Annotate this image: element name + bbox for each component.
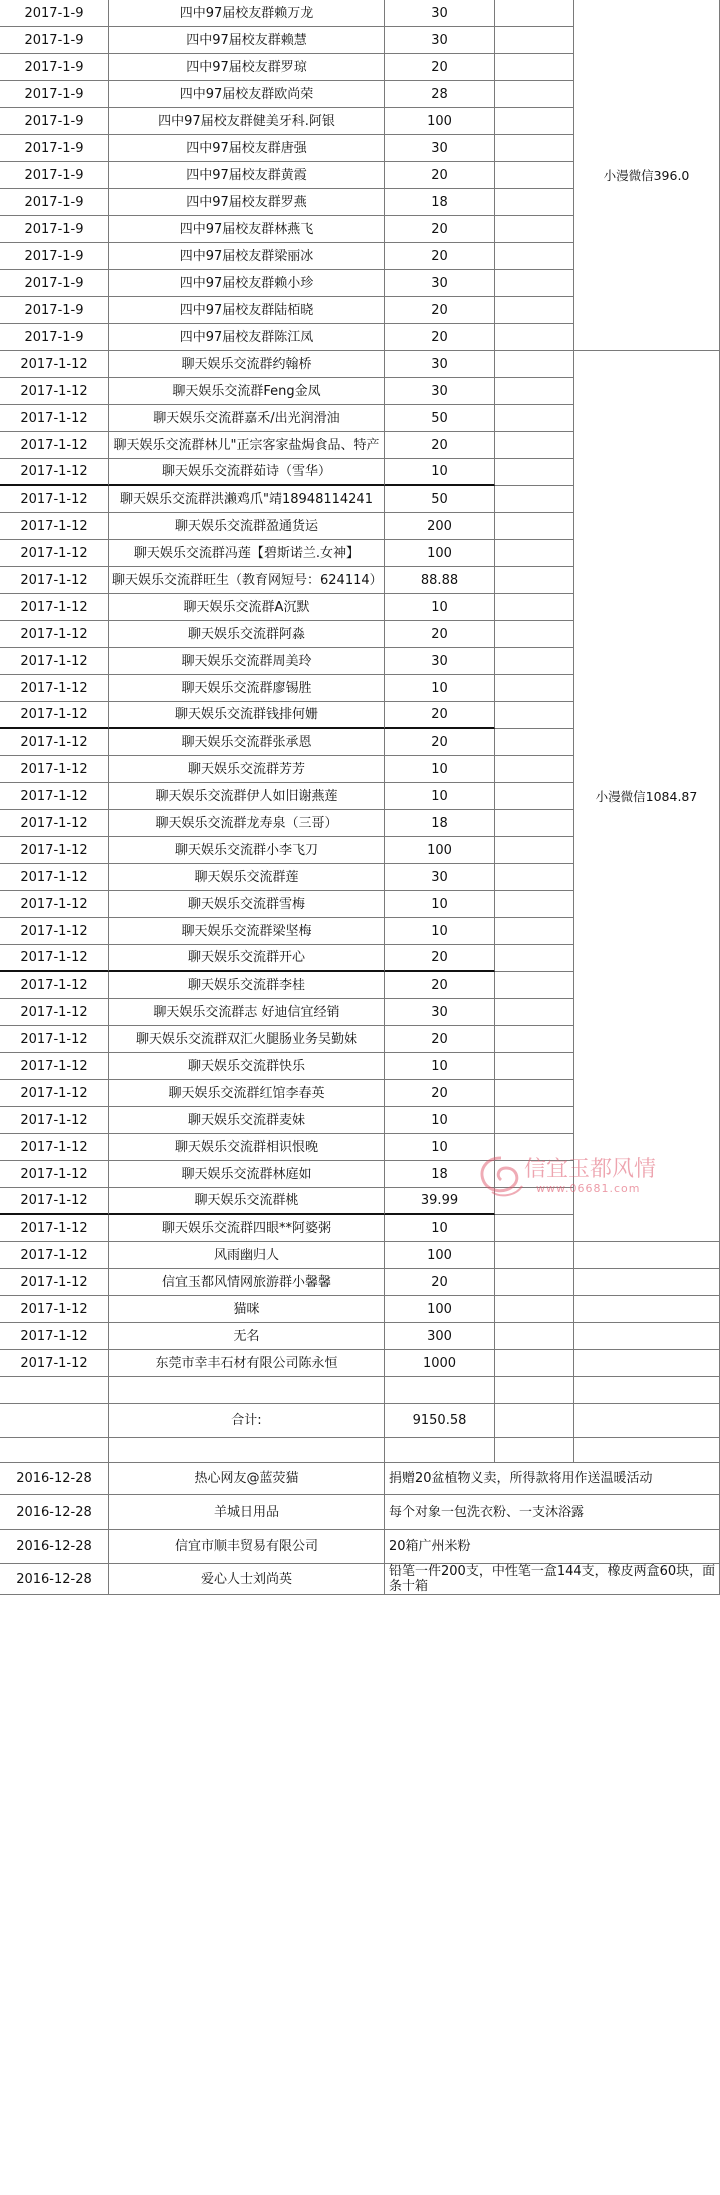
amount-cell: 20 [385,621,495,648]
date-cell: 2017-1-12 [0,648,109,675]
date-cell: 2017-1-12 [0,918,109,945]
blank-cell [495,108,574,135]
amount-cell: 20 [385,702,495,729]
amount-cell: 20 [385,297,495,324]
amount-cell: 20 [385,432,495,459]
total-label: 合计: [109,1404,385,1438]
amount-cell: 10 [385,918,495,945]
donor-cell: 聊天娱乐交流群梁坚梅 [109,918,385,945]
blank-cell [495,540,574,567]
amount-cell: 20 [385,1080,495,1107]
blank-cell [495,1134,574,1161]
donor-cell: 聊天娱乐交流群相识恨晚 [109,1134,385,1161]
donor-cell: 风雨幽归人 [109,1242,385,1269]
group-note-cell: 小漫微信396.0 [574,0,720,351]
blank-cell [495,297,574,324]
blank-cell [495,918,574,945]
date-cell: 2017-1-12 [0,675,109,702]
donor-cell: 聊天娱乐交流群冯莲【碧斯诺兰.女神】 [109,540,385,567]
date-cell: 2017-1-12 [0,1242,109,1269]
blank-cell [495,54,574,81]
donor-cell: 四中97届校友群陆栢晓 [109,297,385,324]
amount-cell: 20 [385,324,495,351]
date-cell: 2017-1-12 [0,783,109,810]
donor-cell: 聊天娱乐交流群志 好迪信宜经销 [109,999,385,1026]
blank-cell [495,432,574,459]
blank-cell [495,1053,574,1080]
goods-description-cell: 每个对象一包洗衣粉、一支沐浴露 [385,1495,720,1530]
date-cell: 2017-1-12 [0,540,109,567]
date-cell: 2017-1-12 [0,810,109,837]
date-cell: 2016-12-28 [0,1463,109,1495]
donor-cell: 聊天娱乐交流群芳芳 [109,756,385,783]
blank-cell [574,1350,720,1377]
date-cell: 2017-1-12 [0,729,109,756]
donor-cell: 四中97届校友群陈江凤 [109,324,385,351]
amount-cell: 30 [385,648,495,675]
donor-cell: 四中97届校友群欧尚荣 [109,81,385,108]
blank-cell [495,972,574,999]
date-cell: 2017-1-12 [0,513,109,540]
blank-cell [495,486,574,513]
blank-cell [385,1377,495,1404]
date-cell: 2017-1-12 [0,891,109,918]
date-cell: 2017-1-12 [0,594,109,621]
date-cell: 2017-1-12 [0,432,109,459]
blank-cell [574,1323,720,1350]
date-cell: 2017-1-9 [0,324,109,351]
donor-cell: 聊天娱乐交流群龙寿泉（三哥） [109,810,385,837]
blank-cell [495,1026,574,1053]
date-cell: 2017-1-9 [0,135,109,162]
blank-cell [495,891,574,918]
blank-cell [495,999,574,1026]
blank-cell [495,1323,574,1350]
date-cell: 2017-1-12 [0,837,109,864]
date-cell: 2017-1-9 [0,216,109,243]
goods-description-cell: 20箱广州米粉 [385,1530,720,1564]
blank-cell [495,189,574,216]
date-cell: 2017-1-12 [0,945,109,972]
date-cell: 2017-1-9 [0,27,109,54]
amount-cell: 1000 [385,1350,495,1377]
blank-cell [495,1377,574,1404]
amount-cell: 100 [385,1296,495,1323]
donor-cell: 爱心人士刘尚英 [109,1564,385,1595]
donor-cell: 四中97届校友群赖小珍 [109,270,385,297]
watermark-url: www.06681.com [536,1182,641,1195]
amount-cell: 18 [385,189,495,216]
date-cell: 2017-1-12 [0,1269,109,1296]
amount-cell: 20 [385,216,495,243]
donor-cell: 羊城日用品 [109,1495,385,1530]
amount-cell: 10 [385,675,495,702]
blank-cell [495,1269,574,1296]
blank-cell [574,1242,720,1269]
blank-cell [109,1377,385,1404]
date-cell: 2017-1-12 [0,702,109,729]
donor-cell: 聊天娱乐交流群A沉默 [109,594,385,621]
blank-cell [495,513,574,540]
date-cell: 2017-1-9 [0,243,109,270]
donor-cell: 聊天娱乐交流群桃 [109,1188,385,1215]
donor-cell: 聊天娱乐交流群嘉禾/出光润滑油 [109,405,385,432]
blank-cell [495,81,574,108]
amount-cell: 30 [385,0,495,27]
amount-cell: 200 [385,513,495,540]
blank-cell [495,162,574,189]
donor-cell: 聊天娱乐交流群盈通货运 [109,513,385,540]
donor-cell: 聊天娱乐交流群阿淼 [109,621,385,648]
date-cell: 2017-1-12 [0,1080,109,1107]
blank-cell [495,1438,574,1463]
amount-cell: 18 [385,1161,495,1188]
amount-cell: 10 [385,891,495,918]
donor-cell: 聊天娱乐交流群约翰桥 [109,351,385,378]
donor-cell: 聊天娱乐交流群红馆李春英 [109,1080,385,1107]
date-cell: 2016-12-28 [0,1495,109,1530]
blank-cell [495,594,574,621]
amount-cell: 10 [385,1134,495,1161]
amount-cell: 20 [385,1269,495,1296]
amount-cell: 20 [385,729,495,756]
donor-cell: 四中97届校友群唐强 [109,135,385,162]
donor-cell: 东莞市幸丰石材有限公司陈永恒 [109,1350,385,1377]
amount-cell: 10 [385,783,495,810]
date-cell: 2017-1-12 [0,351,109,378]
amount-cell: 300 [385,1323,495,1350]
amount-cell: 30 [385,864,495,891]
donor-cell: 信宜玉都风情网旅游群小馨馨 [109,1269,385,1296]
blank-cell [0,1404,109,1438]
amount-cell: 18 [385,810,495,837]
blank-cell [495,1350,574,1377]
blank-cell [495,459,574,486]
amount-cell: 30 [385,270,495,297]
amount-cell: 10 [385,756,495,783]
donor-cell: 猫咪 [109,1296,385,1323]
blank-cell [0,1438,109,1463]
date-cell: 2017-1-12 [0,1188,109,1215]
amount-cell: 28 [385,81,495,108]
donor-cell: 四中97届校友群梁丽冰 [109,243,385,270]
blank-cell [0,1377,109,1404]
blank-cell [495,135,574,162]
amount-cell: 10 [385,459,495,486]
amount-cell: 30 [385,351,495,378]
amount-cell: 20 [385,1026,495,1053]
date-cell: 2017-1-12 [0,1107,109,1134]
total-value: 9150.58 [385,1404,495,1438]
date-cell: 2017-1-12 [0,864,109,891]
amount-cell: 30 [385,135,495,162]
donor-cell: 聊天娱乐交流群钱排何姗 [109,702,385,729]
blank-cell [495,729,574,756]
blank-cell [495,1107,574,1134]
date-cell: 2017-1-9 [0,297,109,324]
amount-cell: 10 [385,1053,495,1080]
blank-cell [574,1404,720,1438]
date-cell: 2017-1-12 [0,621,109,648]
blank-cell [574,1377,720,1404]
date-cell: 2017-1-12 [0,1323,109,1350]
donor-cell: 聊天娱乐交流群廖锡胜 [109,675,385,702]
date-cell: 2017-1-9 [0,54,109,81]
blank-cell [495,648,574,675]
date-cell: 2017-1-12 [0,459,109,486]
blank-cell [495,405,574,432]
amount-cell: 10 [385,1107,495,1134]
date-cell: 2017-1-9 [0,108,109,135]
donor-cell: 聊天娱乐交流群张承恩 [109,729,385,756]
donor-cell: 聊天娱乐交流群旺生（教育网短号：624114） [109,567,385,594]
goods-description-cell: 铅笔一件200支，中性笔一盒144支，橡皮两盒60块，面条十箱 [385,1564,720,1595]
donor-cell: 聊天娱乐交流群洪濑鸡爪"靖18948114241 [109,486,385,513]
blank-cell [495,702,574,729]
goods-description-cell: 捐赠20盆植物义卖，所得款将用作送温暖活动 [385,1463,720,1495]
donor-cell: 四中97届校友群赖慧 [109,27,385,54]
donor-cell: 热心网友@蓝荧猫 [109,1463,385,1495]
date-cell: 2017-1-12 [0,1161,109,1188]
blank-cell [385,1438,495,1463]
date-cell: 2017-1-12 [0,972,109,999]
watermark-text: 信宜玉都风情 [524,1157,657,1182]
date-cell: 2017-1-12 [0,378,109,405]
blank-cell [495,1404,574,1438]
date-cell: 2017-1-12 [0,1296,109,1323]
blank-cell [574,1269,720,1296]
amount-cell: 30 [385,999,495,1026]
amount-cell: 50 [385,405,495,432]
date-cell: 2017-1-12 [0,405,109,432]
blank-cell [495,1161,574,1188]
donor-cell: 聊天娱乐交流群麦妹 [109,1107,385,1134]
group-note-cell: 小漫微信1084.87 [574,351,720,1242]
donor-cell: 聊天娱乐交流群周美玲 [109,648,385,675]
amount-cell: 100 [385,108,495,135]
blank-cell [574,1438,720,1463]
date-cell: 2017-1-12 [0,1026,109,1053]
date-cell: 2017-1-9 [0,81,109,108]
date-cell: 2017-1-12 [0,486,109,513]
blank-cell [495,270,574,297]
donor-cell: 信宜市顺丰贸易有限公司 [109,1530,385,1564]
donor-cell: 四中97届校友群赖万龙 [109,0,385,27]
date-cell: 2016-12-28 [0,1564,109,1595]
blank-cell [495,783,574,810]
donor-cell: 四中97届校友群罗琼 [109,54,385,81]
amount-cell: 100 [385,837,495,864]
blank-cell [495,351,574,378]
date-cell: 2017-1-9 [0,162,109,189]
blank-cell [574,1296,720,1323]
blank-cell [495,810,574,837]
blank-cell [495,0,574,27]
blank-cell [495,243,574,270]
blank-cell [495,1188,574,1215]
donor-cell: 四中97届校友群罗燕 [109,189,385,216]
amount-cell: 20 [385,972,495,999]
donor-cell: 聊天娱乐交流群李桂 [109,972,385,999]
donor-cell: 聊天娱乐交流群伊人如旧谢燕莲 [109,783,385,810]
amount-cell: 30 [385,27,495,54]
date-cell: 2017-1-12 [0,756,109,783]
amount-cell: 100 [385,540,495,567]
blank-cell [495,1242,574,1269]
blank-cell [495,1296,574,1323]
donor-cell: 四中97届校友群黄霞 [109,162,385,189]
amount-cell: 88.88 [385,567,495,594]
blank-cell [495,567,574,594]
date-cell: 2016-12-28 [0,1530,109,1564]
donor-cell: 聊天娱乐交流群茹诗（雪华） [109,459,385,486]
donor-cell: 聊天娱乐交流群快乐 [109,1053,385,1080]
date-cell: 2017-1-9 [0,0,109,27]
blank-cell [495,27,574,54]
donor-cell: 聊天娱乐交流群林庭如 [109,1161,385,1188]
blank-cell [495,945,574,972]
blank-cell [495,378,574,405]
amount-cell: 20 [385,162,495,189]
donor-cell: 聊天娱乐交流群四眼**阿婆粥 [109,1215,385,1242]
amount-cell: 20 [385,54,495,81]
amount-cell: 100 [385,1242,495,1269]
blank-cell [495,864,574,891]
date-cell: 2017-1-12 [0,1350,109,1377]
donor-cell: 聊天娱乐交流群开心 [109,945,385,972]
donor-cell: 聊天娱乐交流群莲 [109,864,385,891]
donor-cell: 四中97届校友群林燕飞 [109,216,385,243]
amount-cell: 10 [385,594,495,621]
blank-cell [495,837,574,864]
amount-cell: 20 [385,945,495,972]
donor-cell: 无名 [109,1323,385,1350]
date-cell: 2017-1-12 [0,567,109,594]
date-cell: 2017-1-9 [0,270,109,297]
blank-cell [495,1080,574,1107]
donor-cell: 聊天娱乐交流群Feng金凤 [109,378,385,405]
date-cell: 2017-1-12 [0,1134,109,1161]
blank-cell [495,756,574,783]
blank-cell [495,621,574,648]
donor-cell: 聊天娱乐交流群林儿"正宗客家盐焗食品、特产 [109,432,385,459]
date-cell: 2017-1-12 [0,999,109,1026]
amount-cell: 39.99 [385,1188,495,1215]
donor-cell: 四中97届校友群健美牙科.阿银 [109,108,385,135]
donor-cell: 聊天娱乐交流群双汇火腿肠业务吴勤妹 [109,1026,385,1053]
blank-cell [495,216,574,243]
amount-cell: 10 [385,1215,495,1242]
date-cell: 2017-1-12 [0,1053,109,1080]
blank-cell [495,324,574,351]
date-cell: 2017-1-9 [0,189,109,216]
blank-cell [495,675,574,702]
amount-cell: 30 [385,378,495,405]
date-cell: 2017-1-12 [0,1215,109,1242]
blank-cell [109,1438,385,1463]
donor-cell: 聊天娱乐交流群雪梅 [109,891,385,918]
amount-cell: 50 [385,486,495,513]
donor-cell: 聊天娱乐交流群小李飞刀 [109,837,385,864]
amount-cell: 20 [385,243,495,270]
blank-cell [495,1215,574,1242]
